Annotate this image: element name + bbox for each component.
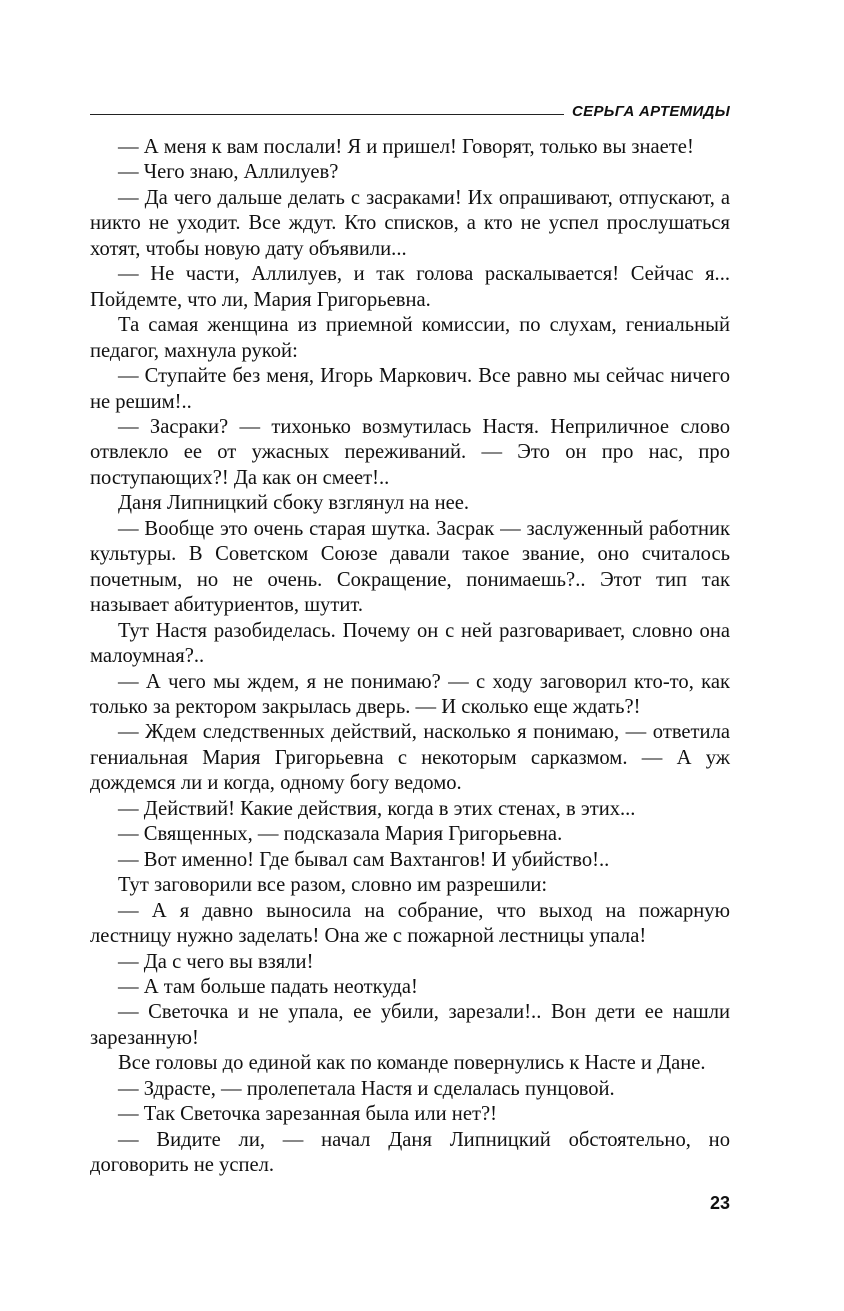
paragraph: — Ступайте без меня, Игорь Маркович. Все равно мы сейчас ничего не решим!.. — [90, 365, 730, 413]
paragraph: — Видите ли, — начал Даня Липницкий обстоятельно, но договорить не успел. — [90, 1128, 730, 1177]
page-number: 23 — [709, 1193, 730, 1213]
paragraph: Та самая женщина из приемной комиссии, по слухам, гениальный педагог, махнула рукой: — [90, 314, 730, 362]
paragraph: — Действий! Какие действия, когда в этих стенах, в этих... — [118, 797, 636, 820]
running-title: СЕРЬГА АРТЕМИДЫ — [572, 103, 730, 120]
paragraph: — Священных, — подсказала Мария Григорьевна. — [118, 823, 563, 846]
paragraph: — Да чего дальше делать с засраками! Их опрашивают, отпускают, а никто не уходит. Все ждут. Кто списков, а кто не успел прослушаться хотят, чтобы новую дату объявили... — [90, 186, 730, 260]
paragraph: — А я давно выносила на собрание, что выход на пожарную лестницу нужно заделать! Она же с пожарной лестницы упала! — [90, 899, 730, 948]
paragraph: Даня Липницкий сбоку взглянул на нее. — [118, 492, 470, 515]
paragraph: Все головы до единой как по команде повернулись к Насте и Дане. — [118, 1052, 706, 1075]
paragraph: Тут Настя разобиделась. Почему он с ней разговаривает, словно она малоумная?.. — [90, 619, 730, 668]
paragraph: Тут заговорили все разом, словно им разрешили: — [118, 874, 548, 897]
paragraph: — Да с чего вы взяли! — [118, 950, 314, 973]
paragraph: — Не части, Аллилуев, и так голова раскалывается! Сейчас я... Пойдемте, что ли, Мария Григорьевна. — [90, 263, 730, 311]
paragraph: — Здрасте, — пролепетала Настя и сделалась пунцовой. — [118, 1077, 615, 1100]
body-text — [90, 135, 730, 1179]
paragraph: — Вот именно! Где бывал сам Вахтангов! И убийство!.. — [118, 848, 610, 871]
paragraph: — Вообще это очень старая шутка. Засрак — заслуженный работник культуры. В Советском Союзе давали такое звание, оно считалось почетным, но не очень. Сокращение, понимаешь?.. Этот тип так называет абитуриентов, шутит. — [90, 517, 730, 617]
paragraph: — Засраки? — тихонько возмутилась Настя. Неприличное слово отвлекло ее от ужасных переживаний. — Это он про нас, про поступающих?! Да как он смеет!.. — [90, 415, 730, 489]
paragraph: — Светочка и не упала, ее убили, зарезали!.. Вон дети ее нашли зарезанную! — [90, 1001, 730, 1049]
paragraph: — Ждем следственных действий, насколько я понимаю, — ответила гениальная Мария Григорьевна с некоторым сарказмом. — А уж дождемся ли и когда, одному богу ведомо. — [90, 721, 730, 795]
running-header — [90, 101, 730, 125]
paragraph: — А чего мы ждем, я не понимаю? — с ходу заговорил кто-то, как только за ректором закрылась дверь. — И сколько еще ждать?! — [90, 670, 730, 718]
header-rule — [90, 114, 564, 115]
paragraph: — А там больше падать неоткуда! — [118, 975, 418, 998]
paragraph: — Так Светочка зарезанная была или нет?! — [118, 1103, 497, 1126]
paragraph: — Чего знаю, Аллилуев? — [118, 161, 339, 184]
paragraph: — А меня к вам послали! Я и пришел! Говорят, только вы знаете! — [118, 136, 694, 158]
